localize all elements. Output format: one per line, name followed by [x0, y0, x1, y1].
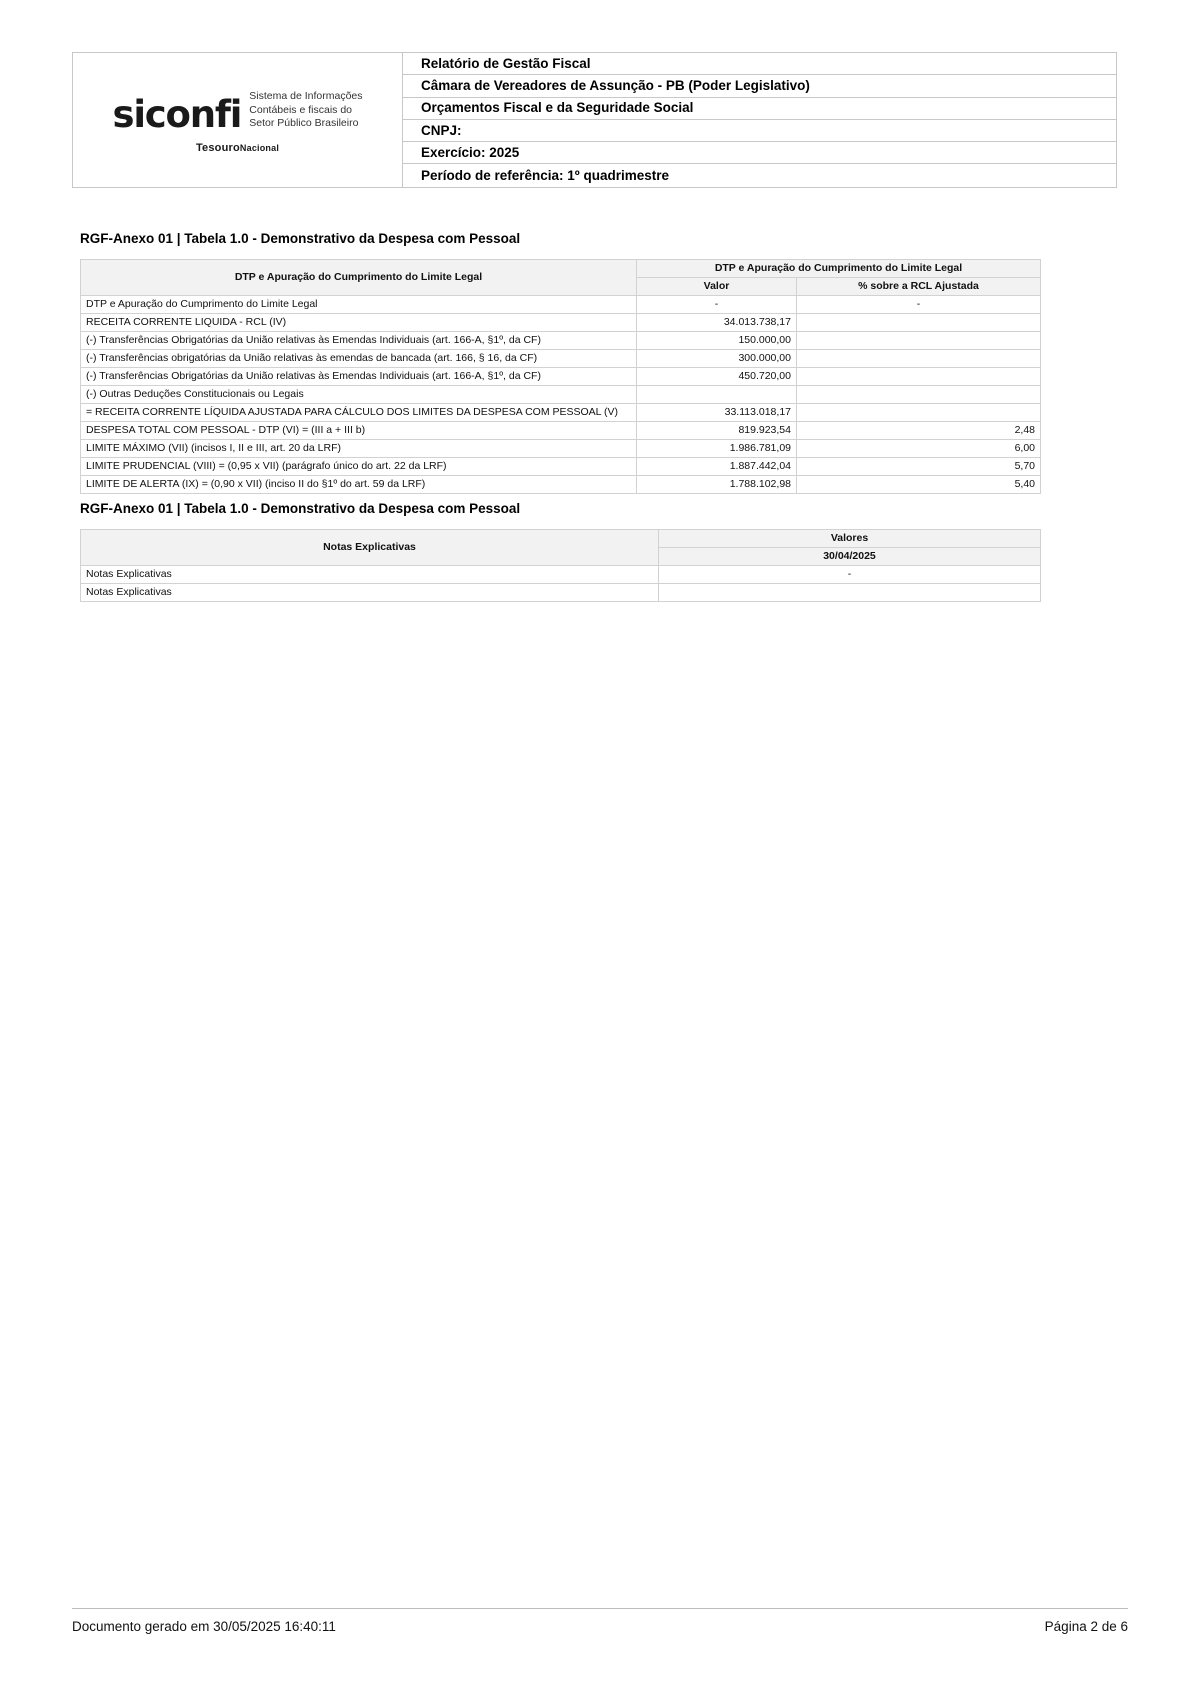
row-pct: 6,00 [797, 440, 1041, 458]
table-row [81, 458, 1041, 476]
row-valor: 450.720,00 [637, 368, 797, 386]
table-header-row-1 [81, 530, 1041, 548]
row-pct [797, 368, 1041, 386]
table-row [81, 476, 1041, 494]
table-row [81, 422, 1041, 440]
tesouro-label: Tesouro [195, 141, 240, 154]
row-label: (-) Outras Deduções Constitucionais ou Legais [81, 386, 637, 404]
header-line-entity: Câmara de Vereadores de Assunção - PB (Poder Legislativo) [403, 75, 1116, 97]
row-valor: 33.113.018,17 [637, 404, 797, 422]
header-line-exercise: Exercício: 2025 [403, 142, 1116, 164]
th-data-referencia: 30/04/2025 [659, 548, 1041, 566]
th-notas-explicativas: Notas Explicativas [81, 530, 659, 566]
table-head [81, 530, 1041, 566]
table-group-row [81, 296, 1041, 314]
header-text-lines [403, 53, 1116, 187]
siconfi-logo [73, 53, 403, 187]
row-pct: 5,70 [797, 458, 1041, 476]
table-row [81, 314, 1041, 332]
row-label: LIMITE DE ALERTA (IX) = (0,90 x VII) (inciso II do §1º do art. 59 da LRF) [81, 476, 637, 494]
th-valor: Valor [637, 278, 797, 296]
table-group-row [81, 566, 1041, 584]
row-valor [637, 386, 797, 404]
table-row [81, 332, 1041, 350]
row-valor: 300.000,00 [637, 350, 797, 368]
page-footer [72, 1608, 1128, 1634]
row-pct [797, 332, 1041, 350]
row-label: RECEITA CORRENTE LIQUIDA - RCL (IV) [81, 314, 637, 332]
th-percent-rcl: % sobre a RCL Ajustada [797, 278, 1041, 296]
logo-subtitle-line-3: Setor Público Brasileiro [249, 117, 359, 130]
table-row [81, 440, 1041, 458]
table-body [81, 296, 1041, 494]
table-dtp-limite-legal [80, 259, 1041, 494]
row-pct [797, 314, 1041, 332]
table-row [81, 584, 1041, 602]
row-label: LIMITE PRUDENCIAL (VIII) = (0,95 x VII) (parágrafo único do art. 22 da LRF) [81, 458, 637, 476]
row-pct [797, 404, 1041, 422]
th-dtp-right: DTP e Apuração do Cumprimento do Limite Legal [637, 260, 1041, 278]
nacional-label: Nacional [239, 142, 280, 153]
footer-page-number: Página 2 de 6 [1044, 1619, 1128, 1634]
table-head [81, 260, 1041, 296]
row-label: (-) Transferências Obrigatórias da União relativas às Emendas Individuais (art. 166-A, §1º, da CF) [81, 368, 637, 386]
section-title-notas-explicativas: RGF-Anexo 01 | Tabela 1.0 - Demonstrativo da Despesa com Pessoal [80, 501, 521, 516]
header-line-budget: Orçamentos Fiscal e da Seguridade Social [403, 98, 1116, 120]
row-valor: 819.923,54 [637, 422, 797, 440]
th-dtp-left: DTP e Apuração do Cumprimento do Limite Legal [81, 260, 637, 296]
row-valor [659, 584, 1041, 602]
logo-subtitle [249, 90, 362, 132]
logo-wordmark: siconfi [112, 92, 242, 136]
group-row-valor: - [637, 296, 797, 314]
table-row [81, 350, 1041, 368]
logo-subtitle-line-1: Sistema de Informações [249, 90, 363, 103]
logo-subtitle-line-2: Contábeis e fiscais do [249, 103, 353, 116]
header-line-cnpj: CNPJ: [403, 120, 1116, 142]
row-valor: 150.000,00 [637, 332, 797, 350]
header-line-period: Período de referência: 1º quadrimestre [421, 167, 670, 183]
table-row [81, 368, 1041, 386]
tesouro-nacional-mark [196, 142, 279, 154]
row-pct: 2,48 [797, 422, 1041, 440]
row-pct: 5,40 [797, 476, 1041, 494]
report-header [72, 52, 1117, 188]
table-row [81, 404, 1041, 422]
footer-generated-text: Documento gerado em 30/05/2025 16:40:11 [72, 1619, 336, 1634]
th-valores: Valores [659, 530, 1041, 548]
row-label: (-) Transferências obrigatórias da União relativas às emendas de bancada (art. 166, § 16, da CF) [81, 350, 637, 368]
row-label: Notas Explicativas [81, 584, 659, 602]
group-row-valor: - [659, 566, 1041, 584]
row-pct [797, 350, 1041, 368]
row-valor: 34.013.738,17 [637, 314, 797, 332]
section-title-despesa-pessoal: RGF-Anexo 01 | Tabela 1.0 - Demonstrativo da Despesa com Pessoal [80, 231, 521, 246]
logo-row [112, 90, 363, 136]
header-line-report-title: Relatório de Gestão Fiscal [403, 53, 1116, 75]
row-label: (-) Transferências Obrigatórias da União relativas às Emendas Individuais (art. 166-A, §1º, da CF) [81, 332, 637, 350]
table-row [81, 386, 1041, 404]
table-body [81, 566, 1041, 602]
row-valor: 1.887.442,04 [637, 458, 797, 476]
group-row-label: Notas Explicativas [81, 566, 659, 584]
table-header-row-1 [81, 260, 1041, 278]
row-label: LIMITE MÁXIMO (VII) (incisos I, II e III, art. 20 da LRF) [81, 440, 637, 458]
row-label: DESPESA TOTAL COM PESSOAL - DTP (VI) = (III a + III b) [81, 422, 637, 440]
group-row-pct: - [797, 296, 1041, 314]
row-valor: 1.788.102,98 [637, 476, 797, 494]
row-label: = RECEITA CORRENTE LÍQUIDA AJUSTADA PARA CÁLCULO DOS LIMITES DA DESPESA COM PESSOAL (V) [81, 404, 637, 422]
row-pct [797, 386, 1041, 404]
table-notas-explicativas [80, 529, 1041, 602]
row-valor: 1.986.781,09 [637, 440, 797, 458]
group-row-label: DTP e Apuração do Cumprimento do Limite Legal [81, 296, 637, 314]
